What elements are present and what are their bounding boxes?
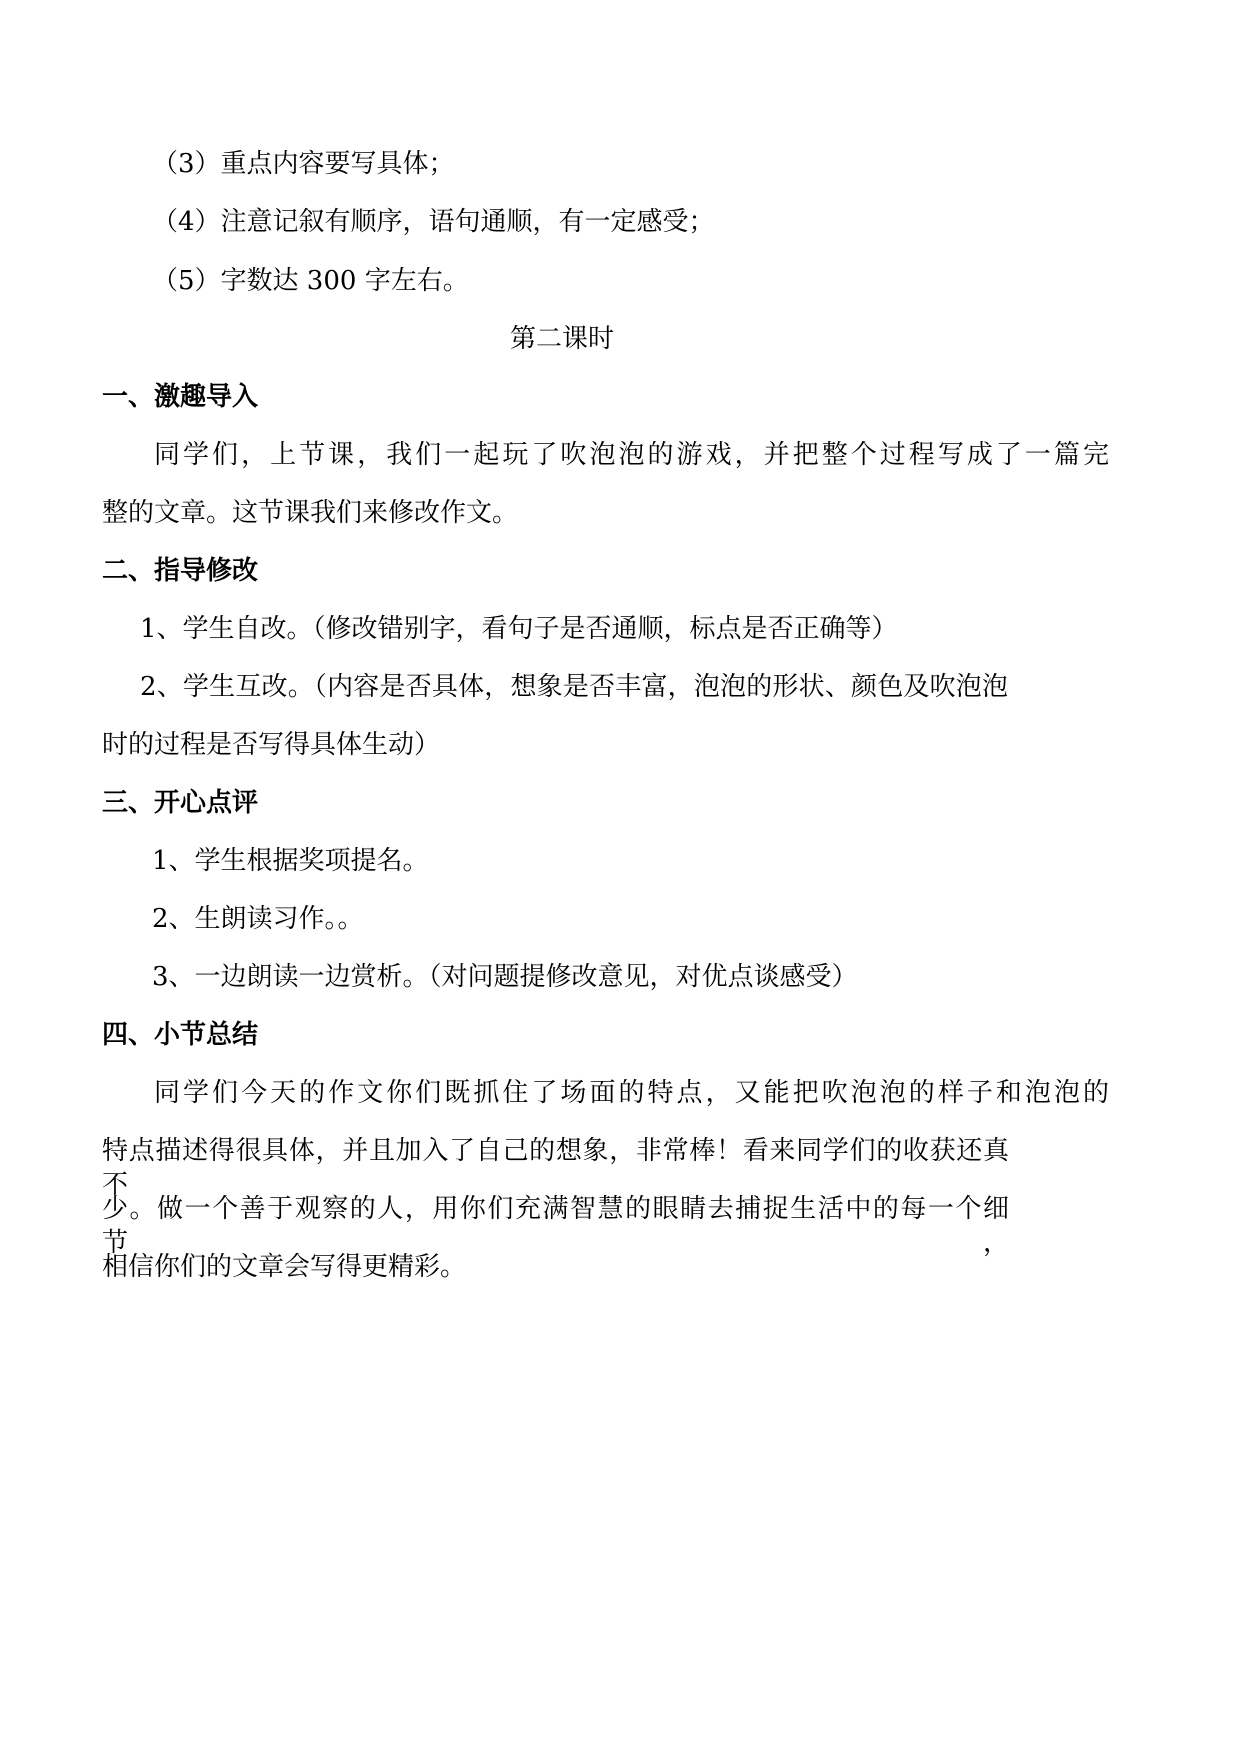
requirement-item: （4）注意记叙有顺序，语句通顺，有一定感受； (152, 207, 715, 237)
paragraph-line: 同学们今天的作文你们既抓住了场面的特点，又能把吹泡泡的样子和泡泡的 (154, 1078, 1109, 1108)
list-item: 3、一边朗读一边赏析。（对问题提修改意见，对优点谈感受） (152, 962, 858, 992)
paragraph-line: 同学们，上节课，我们一起玩了吹泡泡的游戏，并把整个过程写成了一篇完 (154, 440, 1109, 470)
section-heading: 一、激趣导入 (102, 382, 259, 412)
list-item: 1、学生根据奖项提名。 (152, 846, 429, 876)
section-heading: 二、指导修改 (102, 556, 259, 586)
paragraph-line: 整的文章。这节课我们来修改作文。 (102, 498, 519, 528)
paragraph-line: 相信你们的文章会写得更精彩。 (102, 1252, 467, 1282)
paragraph-line: 特点描述得很具体，并且加入了自己的想象，非常棒！看来同学们的收获还真不 (102, 1136, 1009, 1200)
list-item: 2、学生互改。（内容是否具体，想象是否丰富，泡泡的形状、颜色及吹泡泡 (140, 672, 1008, 702)
section-heading: 四、小节总结 (102, 1020, 259, 1050)
list-item: 2、生朗读习作。。 (152, 904, 364, 934)
section-heading: 三、开心点评 (102, 788, 259, 818)
list-item-continuation: 时的过程是否写得具体生动） (102, 730, 441, 760)
lesson-title: 第二课时 (510, 324, 615, 354)
paragraph-line: 少。做一个善于观察的人，用你们充满智慧的眼睛去捕捉生活中的每一个细节， (102, 1194, 1009, 1258)
requirement-item: （5）字数达 300 字左右。 (152, 266, 469, 296)
list-item: 1、学生自改。（修改错别字，看句子是否通顺，标点是否正确等） (140, 614, 898, 644)
requirement-item: （3）重点内容要写具体； (152, 149, 455, 179)
